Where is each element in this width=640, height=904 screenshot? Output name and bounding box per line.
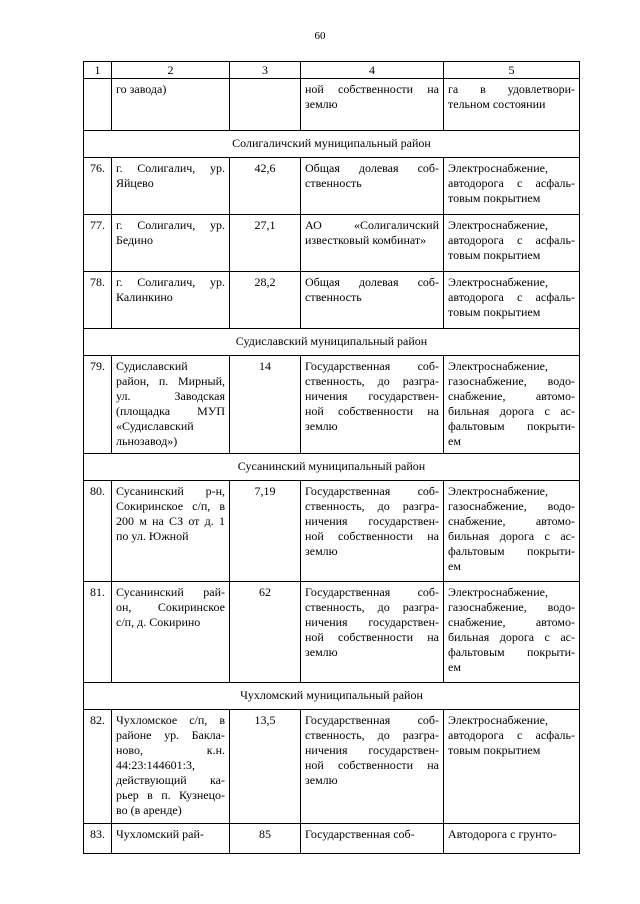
infrastructure-cell-line: бильная дорога с ас- xyxy=(448,630,575,644)
infrastructure-cell-line: ем xyxy=(448,559,461,573)
location-cell-line: льнозавод») xyxy=(116,434,178,448)
location-cell-line: Судиславский xyxy=(116,359,188,373)
infrastructure-cell-line: товым покрытием xyxy=(448,248,541,262)
land-plots-table xyxy=(83,61,580,854)
ownership-cell xyxy=(301,582,444,683)
infrastructure-cell xyxy=(444,215,580,272)
area-cell: 13,5 xyxy=(230,710,301,824)
ownership-cell-line: землю xyxy=(305,419,338,433)
ownership-cell-line: Государственная соб- xyxy=(305,359,439,373)
location-cell-line: он, Сокиринское xyxy=(116,600,225,614)
table-row xyxy=(84,215,580,272)
ownership-cell xyxy=(301,272,444,329)
infrastructure-cell-line: автодорога с асфаль- xyxy=(448,290,575,304)
ownership-cell xyxy=(301,481,444,582)
ownership-cell-line: ной собственности на xyxy=(305,82,439,96)
location-cell xyxy=(112,481,230,582)
row-number: 83. xyxy=(84,824,112,854)
ownership-cell-line: ной собственности на xyxy=(305,404,439,418)
infrastructure-cell-line: фальтовым покрыти- xyxy=(448,645,575,659)
district-section-row xyxy=(84,454,580,481)
ownership-cell-line: ственность xyxy=(305,290,362,304)
ownership-cell-line: АО «Солигаличский xyxy=(305,218,439,232)
ownership-cell-line: землю xyxy=(305,544,338,558)
table-row xyxy=(84,356,580,454)
location-cell-line: район, п. Мирный, xyxy=(116,374,225,388)
row-number: 79. xyxy=(84,356,112,454)
infrastructure-cell-line: автодорога с асфаль- xyxy=(448,233,575,247)
area-cell xyxy=(230,79,301,131)
location-cell-line: 200 м на СЗ от д. 1 xyxy=(116,514,225,528)
district-section-row xyxy=(84,131,580,158)
row-number: 77. xyxy=(84,215,112,272)
district-title: Судиславский муниципальный район xyxy=(84,329,580,356)
location-cell-line: «Судиславский xyxy=(116,419,194,433)
district-section-row xyxy=(84,683,580,710)
ownership-cell xyxy=(301,215,444,272)
infrastructure-cell-line: снабжение, автомо- xyxy=(448,389,575,403)
location-cell-line: г. Солигалич, ур. xyxy=(116,275,225,289)
header-cell: 4 xyxy=(301,62,444,79)
infrastructure-cell-line: газоснабжение, водо- xyxy=(448,499,575,513)
district-section-row xyxy=(84,329,580,356)
location-cell-line: районе ур. Бакла- xyxy=(116,728,225,742)
location-cell-line: (площадка МУП xyxy=(116,404,225,418)
location-cell-line: Бедино xyxy=(116,233,154,247)
location-cell xyxy=(112,582,230,683)
location-cell-line: Яйцево xyxy=(116,176,154,190)
infrastructure-cell-line: Автодорога с грунто- xyxy=(448,827,557,841)
row-number: 80. xyxy=(84,481,112,582)
infrastructure-cell-line: бильная дорога с ас- xyxy=(448,404,575,418)
ownership-cell xyxy=(301,824,444,854)
location-cell xyxy=(112,710,230,824)
ownership-cell-line: известковый комбинат» xyxy=(305,233,427,247)
ownership-cell-line: Государственная соб- xyxy=(305,484,439,498)
ownership-cell-line: ной собственности на xyxy=(305,758,439,772)
infrastructure-cell xyxy=(444,710,580,824)
infrastructure-cell-line: ем xyxy=(448,434,461,448)
area-cell: 27,1 xyxy=(230,215,301,272)
ownership-cell-line: землю xyxy=(305,773,338,787)
header-cell: 2 xyxy=(112,62,230,79)
page-number: 60 xyxy=(314,30,326,42)
infrastructure-cell-line: ем xyxy=(448,660,461,674)
infrastructure-cell-line: Электроснабжение, xyxy=(448,585,548,599)
ownership-cell xyxy=(301,158,444,215)
row-number: 82. xyxy=(84,710,112,824)
district-title: Солигаличский муниципальный район xyxy=(84,131,580,158)
ownership-cell-line: ственность, до разгра- xyxy=(305,600,439,614)
ownership-cell-line: ничения государствен- xyxy=(305,743,439,757)
table-row xyxy=(84,272,580,329)
area-cell: 85 xyxy=(230,824,301,854)
location-cell-line: Чухломский рай- xyxy=(116,827,204,841)
area-cell: 14 xyxy=(230,356,301,454)
infrastructure-cell-line: Электроснабжение, xyxy=(448,484,548,498)
location-cell-line: г. Солигалич, ур. xyxy=(116,161,225,175)
infrastructure-cell-line: Электроснабжение, xyxy=(448,275,548,289)
ownership-cell-line: ной собственности на xyxy=(305,630,439,644)
header-cell: 1 xyxy=(84,62,112,79)
ownership-cell-line: ничения государствен- xyxy=(305,389,439,403)
location-cell-line: Чухломское с/п, в xyxy=(116,713,225,727)
location-cell-line: по ул. Южной xyxy=(116,529,189,543)
location-cell-line: ново, к.н. xyxy=(116,743,225,757)
location-cell xyxy=(112,158,230,215)
location-cell xyxy=(112,272,230,329)
infrastructure-cell xyxy=(444,79,580,131)
infrastructure-cell xyxy=(444,481,580,582)
ownership-cell-line: Общая долевая соб- xyxy=(305,275,439,289)
area-cell: 42,6 xyxy=(230,158,301,215)
district-title: Чухломский муниципальный район xyxy=(84,683,580,710)
ownership-cell-line: Государственная соб- xyxy=(305,585,439,599)
location-cell-line: Сусанинский р-н, xyxy=(116,484,225,498)
table-row xyxy=(84,582,580,683)
ownership-cell-line: Государственная соб- xyxy=(305,827,415,841)
ownership-cell xyxy=(301,79,444,131)
ownership-cell-line: ственность xyxy=(305,176,362,190)
infrastructure-cell-line: бильная дорога с ас- xyxy=(448,529,575,543)
location-cell-line: рьер в п. Кузнецо- xyxy=(116,788,225,802)
infrastructure-cell-line: фальтовым покрыти- xyxy=(448,419,575,433)
row-number: 78. xyxy=(84,272,112,329)
infrastructure-cell xyxy=(444,582,580,683)
infrastructure-cell xyxy=(444,272,580,329)
row-number xyxy=(84,79,112,131)
header-cell: 5 xyxy=(444,62,580,79)
location-cell-line: Сокиринское с/п, в xyxy=(116,499,225,513)
ownership-cell-line: ничения государствен- xyxy=(305,514,439,528)
infrastructure-cell-line: Электроснабжение, xyxy=(448,713,548,727)
infrastructure-cell-line: фальтовым покрыти- xyxy=(448,544,575,558)
location-cell xyxy=(112,356,230,454)
infrastructure-cell-line: автодорога с асфаль- xyxy=(448,176,575,190)
infrastructure-cell-line: товым покрытием xyxy=(448,743,541,757)
infrastructure-cell-line: автодорога с асфаль- xyxy=(448,728,575,742)
infrastructure-cell-line: газоснабжение, водо- xyxy=(448,374,575,388)
table-row xyxy=(84,158,580,215)
table-row xyxy=(84,481,580,582)
header-cell: 3 xyxy=(230,62,301,79)
infrastructure-cell-line: тельном состоянии xyxy=(448,97,546,111)
row-number: 76. xyxy=(84,158,112,215)
infrastructure-cell-line: Электроснабжение, xyxy=(448,161,548,175)
location-cell-line: ул. Заводская xyxy=(116,389,225,403)
infrastructure-cell-line: товым покрытием xyxy=(448,191,541,205)
infrastructure-cell xyxy=(444,824,580,854)
district-title: Сусанинский муниципальный район xyxy=(84,454,580,481)
location-cell-line: г. Солигалич, ур. xyxy=(116,218,225,232)
infrastructure-cell xyxy=(444,356,580,454)
location-cell-line: действующий ка- xyxy=(116,773,225,787)
location-cell xyxy=(112,824,230,854)
ownership-cell-line: ничения государствен- xyxy=(305,615,439,629)
table-row xyxy=(84,710,580,824)
infrastructure-cell-line: Электроснабжение, xyxy=(448,218,548,232)
infrastructure-cell-line: Электроснабжение, xyxy=(448,359,548,373)
infrastructure-cell-line: снабжение, автомо- xyxy=(448,514,575,528)
infrastructure-cell-line: газоснабжение, водо- xyxy=(448,600,575,614)
area-cell: 7,19 xyxy=(230,481,301,582)
area-cell: 62 xyxy=(230,582,301,683)
infrastructure-cell xyxy=(444,158,580,215)
ownership-cell-line: землю xyxy=(305,645,338,659)
table-row xyxy=(84,824,580,854)
table-row xyxy=(84,79,580,131)
ownership-cell-line: Государственная соб- xyxy=(305,713,439,727)
location-cell-line: го завода) xyxy=(116,82,167,96)
location-cell-line: Сусанинский рай- xyxy=(116,585,225,599)
ownership-cell-line: ственность, до разгра- xyxy=(305,499,439,513)
infrastructure-cell-line: га в удовлетвори- xyxy=(448,82,575,96)
location-cell xyxy=(112,79,230,131)
infrastructure-cell-line: снабжение, автомо- xyxy=(448,615,575,629)
area-cell: 28,2 xyxy=(230,272,301,329)
infrastructure-cell-line: товым покрытием xyxy=(448,305,541,319)
ownership-cell-line: ственность, до разгра- xyxy=(305,728,439,742)
table-body xyxy=(84,62,580,854)
row-number: 81. xyxy=(84,582,112,683)
ownership-cell-line: Общая долевая соб- xyxy=(305,161,439,175)
location-cell xyxy=(112,215,230,272)
ownership-cell-line: ной собственности на xyxy=(305,529,439,543)
location-cell-line: Калинкино xyxy=(116,290,173,304)
location-cell-line: 44:23:144601:3, xyxy=(116,758,196,772)
ownership-cell xyxy=(301,710,444,824)
location-cell-line: с/п, д. Сокирино xyxy=(116,615,201,629)
ownership-cell-line: землю xyxy=(305,97,338,111)
ownership-cell xyxy=(301,356,444,454)
ownership-cell-line: ственность, до разгра- xyxy=(305,374,439,388)
column-number-header-row xyxy=(84,62,580,79)
location-cell-line: во (в аренде) xyxy=(116,803,182,817)
